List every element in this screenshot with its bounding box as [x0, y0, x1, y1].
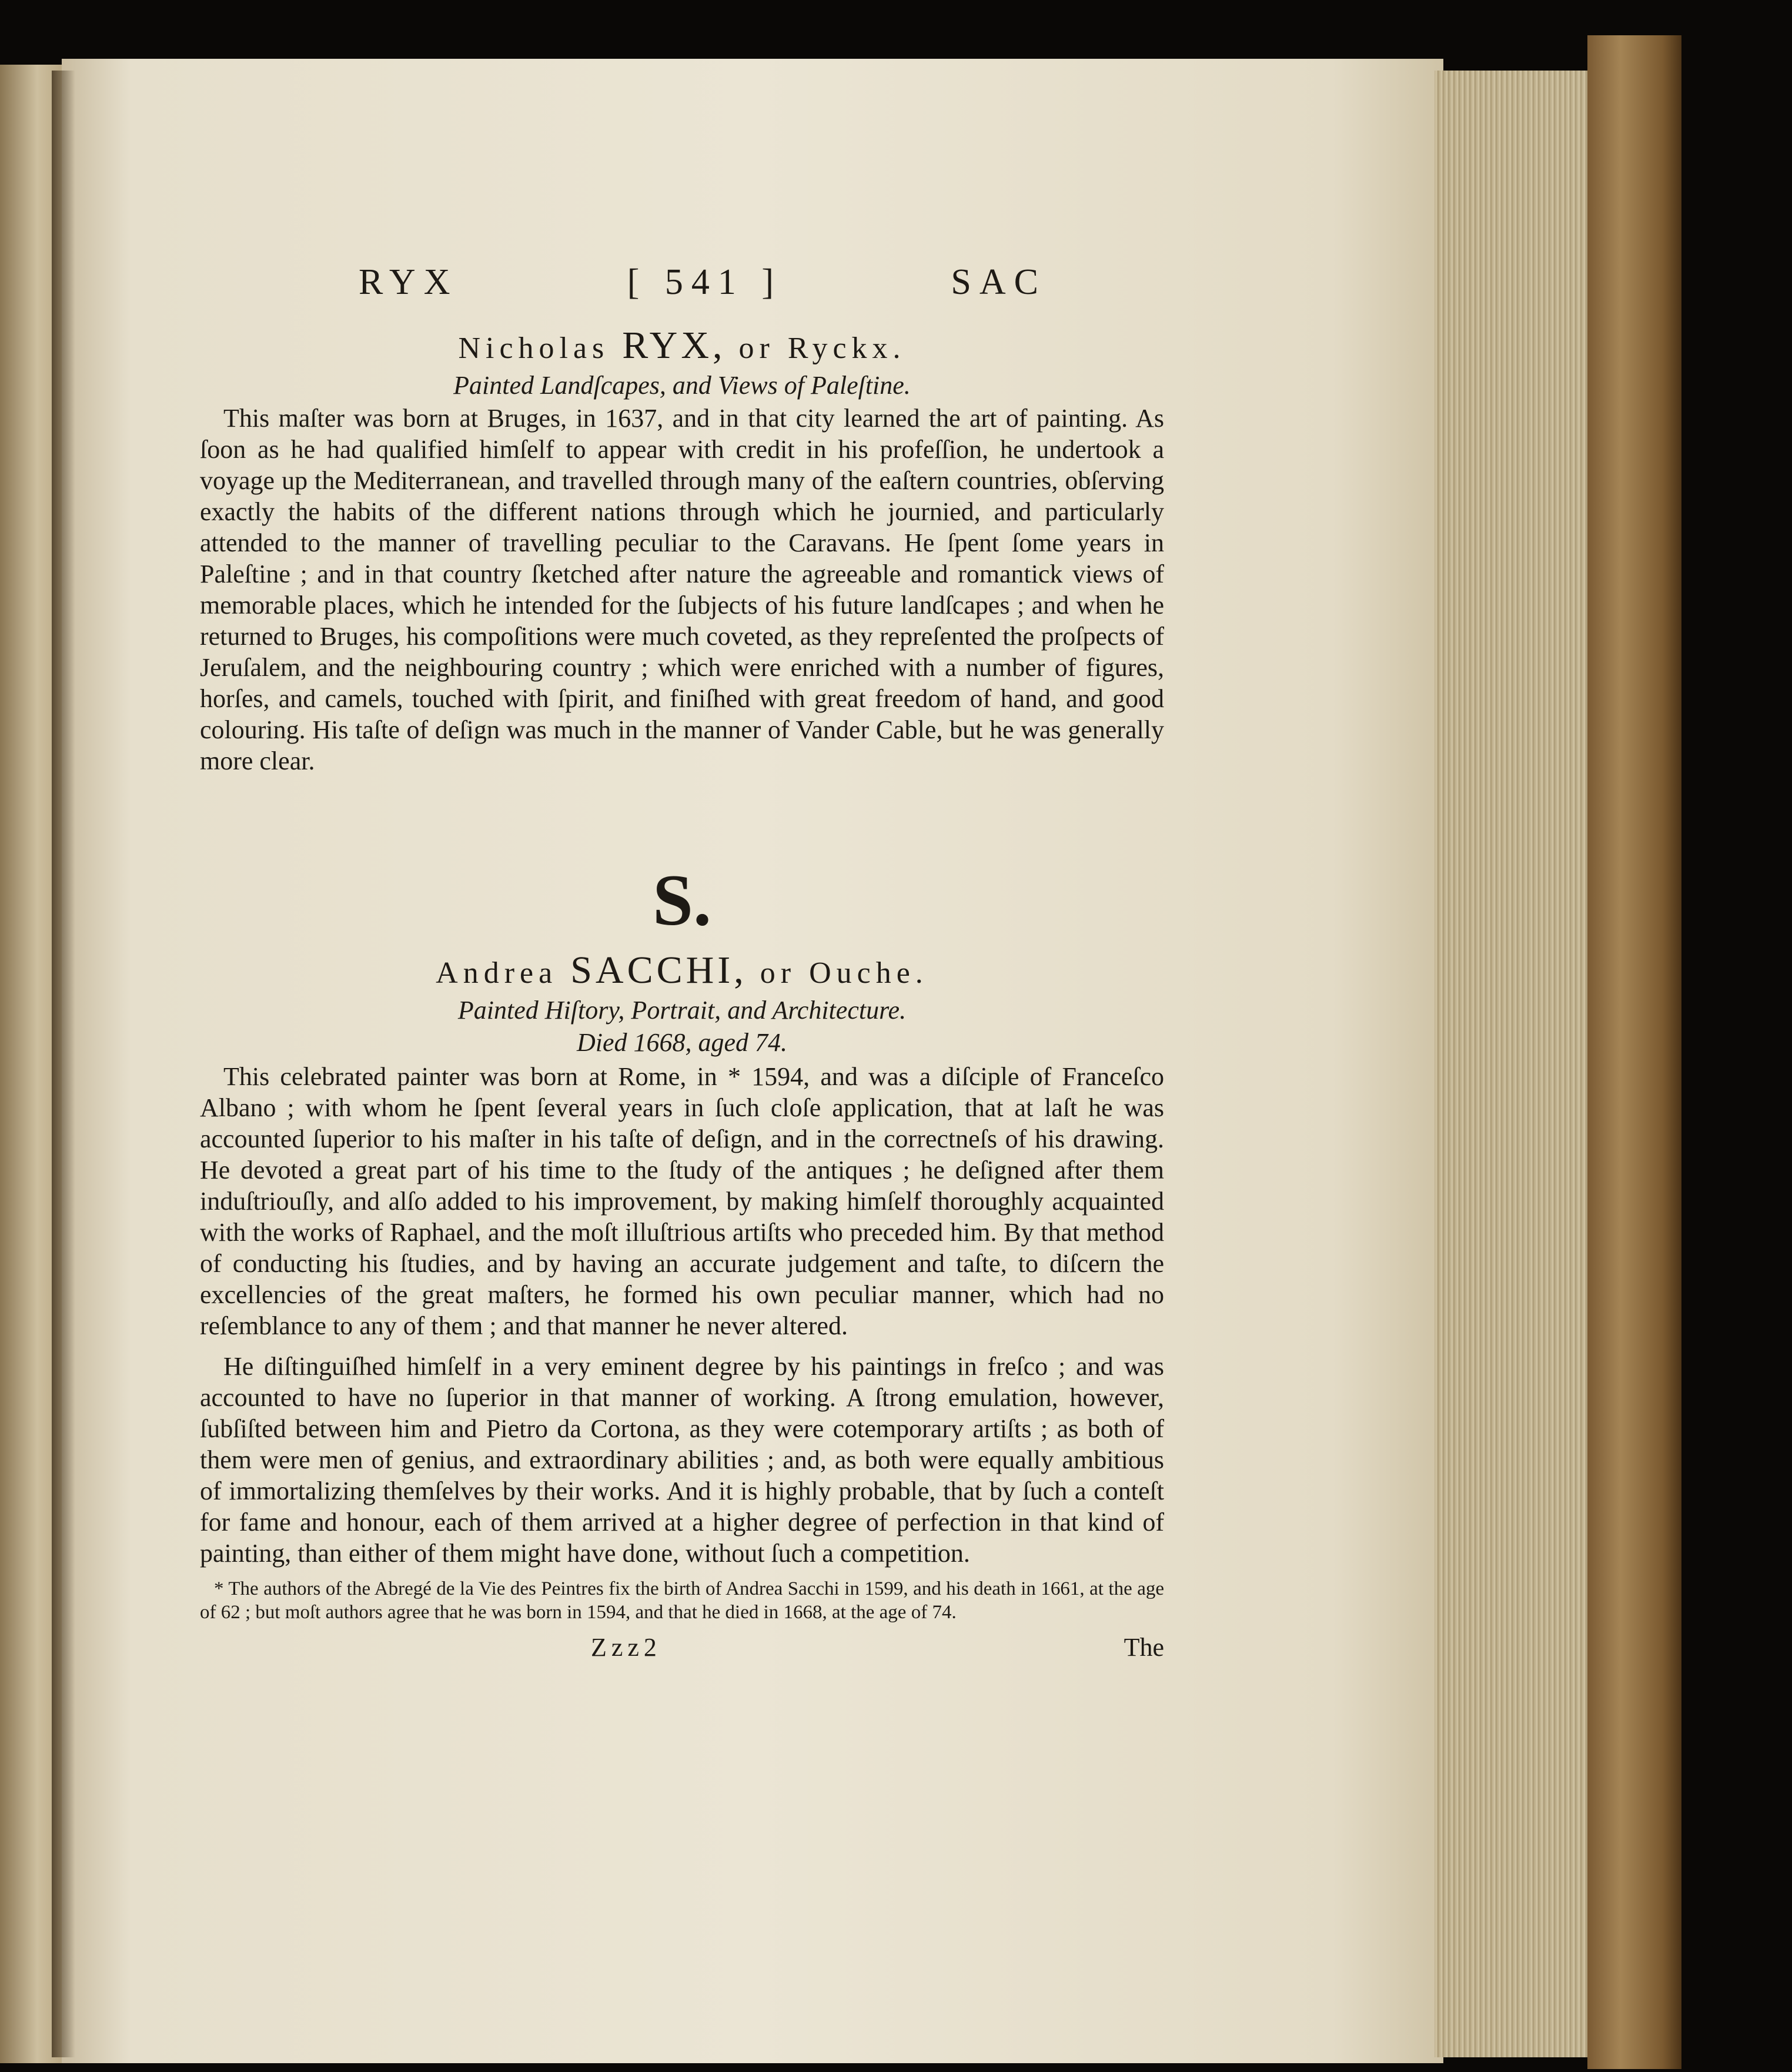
- book-cover: [1587, 35, 1681, 2069]
- footnote: * The authors of the Abregé de la Vie des Peintres fix the birth of Andrea Sacchi in 1599, and his death in 1661, at the age of 62 ; but moſt authors agree that he was born in 1594, and that he died in 1668, at the age of 74.: [200, 1578, 1164, 1623]
- page-edges: [1435, 71, 1599, 2057]
- signature-mark: Zzz2: [591, 1633, 661, 1662]
- page-content: [200, 253, 1164, 1662]
- section-letter: S.: [653, 860, 711, 940]
- entry-name-or: or: [760, 956, 797, 990]
- entry-subtitle-ryx: Painted Landſcapes, and Views of Paleſtine.: [453, 371, 911, 400]
- page-number: [ 541 ]: [627, 262, 783, 302]
- entry-died-sacchi: Died 1668, aged 74.: [576, 1028, 788, 1057]
- entry-name-prefix: Nicholas: [458, 332, 610, 365]
- entry-name-or: or: [738, 332, 775, 365]
- catchword: The: [1124, 1633, 1164, 1662]
- entry-name-main: RYX,: [622, 324, 726, 367]
- entry-heading-sacchi: [200, 948, 1164, 993]
- entry-name-main: SACCHI,: [570, 949, 747, 992]
- running-head-left: RYX: [359, 262, 459, 302]
- entry-subtitle-sacchi: Painted Hiſtory, Portrait, and Architecture.: [457, 996, 907, 1025]
- entry-name-alt: Ouche.: [809, 956, 928, 990]
- entry-paragraph-sacchi-1: This celebrated painter was born at Rome, in * 1594, and was a diſciple of Franceſco Albano ; with whom he ſpent ſeveral years in ſuch cloſe application, that at laſt he was accounted ſuperior to his maſter in his taſte of deſign, and in the correctneſs of his drawing. He devoted a great part of his time to the ſtudy of the antiques ; he deſigned after them induſtriouſly, and alſo added to his improvement, by making himſelf thoroughly acquainted with the works of Raphael, and the moſt illuſtrious artiſts who preceded him. By that method of conducting his ſtudies, and by having an accurate judgement and taſte, to diſcern the excellencies of the great maſters, he formed his own peculiar manner, which had no reſemblance to any of them ; and that manner he never altered.: [200, 1062, 1164, 1340]
- entry-name-alt: Ryckx.: [787, 332, 906, 365]
- page-footer: [200, 1632, 1164, 1662]
- entry-name-prefix: Andrea: [436, 956, 558, 990]
- entry-paragraph-ryx: This maſter was born at Bruges, in 1637, and in that city learned the art of painting. As ſoon as he had qualified himſelf to appear with credit in his profeſſion, he undertook a voyage up the Mediterranean, and travelled through many of the eaſtern countries, obſerving exactly the habits of the different nations through which he journied, and particularly attended to the manner of travelling peculiar to the Caravans. He ſpent ſome years in Paleſtine ; and in that country ſketched after nature the agreeable and romantick views of memorable places, which he intended for the ſubjects of his future landſcapes ; and when he returned to Bruges, his compoſitions were much coveted, as they repreſented the proſpects of Jeruſalem, and the neighbouring country ; which were enriched with a number of figures, horſes, and camels, touched with ſpirit, and finiſhed with great freedom of hand, and good colouring. His taſte of deſign was much in the manner of Vander Cable, but he was generally more clear.: [200, 404, 1164, 775]
- entry-heading-ryx: [200, 323, 1164, 368]
- entry-paragraph-sacchi-2: He diſtinguiſhed himſelf in a very eminent degree by his paintings in freſco ; and was accounted to have no ſuperior in that manner of working. A ſtrong emulation, however, ſubſiſted between him and Pietro da Cortona, as they were cotemporary artiſts ; as both of them were men of genius, and extraordinary abilities ; and, as both were equally ambitious of immortalizing themſelves by their works. And it is highly probable, that by ſuch a conteſt for fame and honour, each of them arrived at a higher degree of perfection in that kind of painting, than either of them might have done, without ſuch a competition.: [200, 1352, 1164, 1568]
- running-head-right: SAC: [951, 262, 1047, 302]
- page-gutter: [52, 71, 75, 2057]
